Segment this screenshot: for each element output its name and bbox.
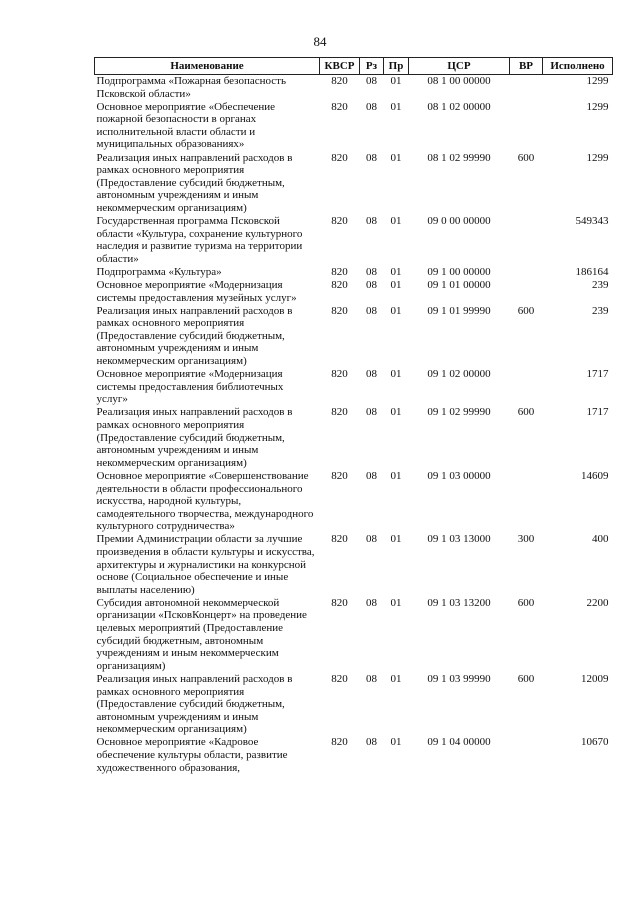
- cell-name: Основное мероприятие «Модернизация системы предоставления музейных услуг»: [96, 279, 297, 304]
- cell-pr: 01: [390, 736, 402, 749]
- cell-rz: 08: [366, 469, 377, 482]
- header-vr: ВР: [510, 58, 543, 75]
- table-row: [95, 305, 613, 368]
- table-row: [95, 470, 613, 533]
- cell-vr: [510, 736, 543, 774]
- cell-vr: [510, 368, 543, 406]
- cell-csr: 09 1 03 00000: [427, 469, 491, 482]
- header-rz: Рз: [360, 58, 384, 75]
- cell-csr: 08 1 02 99990: [427, 151, 491, 164]
- cell-pr: 01: [390, 469, 402, 482]
- cell-name: Подпрограмма «Культура»: [96, 265, 222, 278]
- cell-name: Реализация иных направлений расходов в рамках основного мероприятия (Предоставление субсидий бюджетным, автономным учреждениям и иным некоммерческим организациям): [96, 406, 293, 469]
- cell-pr: 01: [390, 533, 402, 546]
- cell-kvsr: 820: [331, 265, 348, 278]
- cell-rz: 08: [366, 736, 377, 749]
- header-amount: Исполнено: [543, 58, 613, 75]
- cell-kvsr: 820: [331, 215, 348, 228]
- cell-amount: 1299: [586, 100, 609, 113]
- cell-pr: 01: [390, 596, 402, 609]
- cell-pr: 01: [390, 100, 402, 113]
- cell-amount: 239: [592, 279, 609, 291]
- cell-vr: [510, 279, 543, 305]
- cell-amount: 2200: [586, 596, 609, 609]
- cell-vr: [510, 75, 543, 101]
- cell-kvsr: 820: [331, 151, 348, 164]
- table-row: [95, 368, 613, 406]
- cell-pr: 01: [390, 368, 402, 381]
- cell-name: Государственная программа Псковской области «Культура, сохранение культурного наследия и развитие туризма на территории области»: [96, 215, 303, 265]
- table-row: [95, 673, 613, 736]
- cell-kvsr: 820: [331, 100, 348, 113]
- cell-vr: [510, 101, 543, 152]
- cell-rz: 08: [366, 279, 377, 291]
- cell-csr: 09 1 01 00000: [427, 279, 491, 291]
- cell-pr: 01: [390, 265, 402, 278]
- cell-name: Реализация иных направлений расходов в рамках основного мероприятия (Предоставление субсидий бюджетным, автономным учреждениям и иным некоммерческим организациям): [96, 151, 293, 214]
- cell-vr: 600: [517, 406, 535, 419]
- cell-kvsr: 820: [331, 736, 348, 749]
- cell-rz: 08: [366, 75, 377, 87]
- cell-rz: 08: [366, 151, 377, 164]
- cell-kvsr: 820: [331, 304, 348, 317]
- cell-rz: 08: [366, 596, 377, 609]
- cell-rz: 08: [366, 304, 377, 317]
- cell-name: Реализация иных направлений расходов в рамках основного мероприятия (Предоставление субсидий бюджетным, автономным учреждениям и иным некоммерческим организациям): [96, 304, 293, 368]
- cell-amount: 1299: [586, 75, 609, 87]
- cell-amount: 1299: [586, 151, 609, 164]
- cell-amount: 1717: [586, 368, 609, 381]
- cell-amount: 400: [592, 533, 609, 546]
- cell-vr: 600: [517, 596, 535, 609]
- cell-csr: 09 1 00 00000: [427, 265, 491, 278]
- cell-vr: [510, 266, 543, 279]
- cell-amount: 1717: [586, 406, 609, 419]
- table-row: [95, 597, 613, 673]
- cell-kvsr: 820: [331, 75, 348, 87]
- cell-kvsr: 820: [331, 596, 348, 609]
- cell-amount: 12009: [581, 672, 609, 685]
- budget-table-container: [94, 57, 612, 775]
- table-row: [95, 266, 613, 279]
- cell-amount: 186164: [575, 265, 609, 278]
- cell-csr: 09 1 02 00000: [427, 368, 491, 381]
- cell-vr: 300: [517, 533, 535, 546]
- cell-rz: 08: [366, 265, 377, 278]
- header-name: Наименование: [95, 58, 320, 75]
- cell-name: Субсидия автономной некоммерческой организации «ПсковКонцерт» на проведение целевых мероприятий (Предоставление субсидий бюджетным, автономным учреждениям и иным некоммерческим организациям): [96, 596, 307, 672]
- cell-kvsr: 820: [331, 368, 348, 381]
- table-row: [95, 75, 613, 101]
- cell-kvsr: 820: [331, 406, 348, 419]
- cell-pr: 01: [390, 279, 402, 291]
- table-row: [95, 279, 613, 305]
- cell-csr: 09 1 03 13000: [427, 533, 491, 546]
- table-row: [95, 101, 613, 152]
- budget-table: [94, 57, 613, 775]
- cell-pr: 01: [390, 75, 402, 87]
- cell-name: Основное мероприятие «Модернизация системы предоставления библиотечных услуг»: [96, 368, 284, 406]
- table-header: [95, 58, 613, 75]
- cell-csr: 08 1 00 00000: [427, 75, 491, 87]
- page-number: 84: [313, 34, 327, 49]
- cell-rz: 08: [366, 406, 377, 419]
- cell-name: Реализация иных направлений расходов в рамках основного мероприятия (Предоставление субсидий бюджетным, автономным учреждениям и иным некоммерческим организациям): [96, 672, 293, 736]
- cell-vr: 600: [517, 151, 535, 164]
- cell-name: Основное мероприятие «Совершенствование деятельности в области профессионального искусства, народной культуры, самодеятельного творчества, международного культурного сотрудничества»: [96, 469, 314, 533]
- cell-kvsr: 820: [331, 279, 348, 291]
- cell-name: Основное мероприятие «Кадровое обеспечение культуры области, развитие художественного образования,: [96, 736, 288, 774]
- cell-pr: 01: [390, 215, 402, 228]
- table-row: [95, 215, 613, 266]
- cell-csr: 09 1 04 00000: [427, 736, 491, 749]
- cell-kvsr: 820: [331, 469, 348, 482]
- cell-csr: 09 1 02 99990: [427, 406, 491, 419]
- cell-csr: 09 1 03 99990: [427, 672, 491, 685]
- cell-rz: 08: [366, 368, 377, 381]
- cell-amount: 14609: [581, 469, 609, 482]
- header-row: [95, 58, 613, 75]
- cell-csr: 09 0 00 00000: [427, 215, 491, 228]
- cell-kvsr: 820: [331, 672, 348, 685]
- cell-name: Подпрограмма «Пожарная безопасность Псковской области»: [96, 75, 286, 100]
- cell-rz: 08: [366, 100, 377, 113]
- cell-vr: 600: [517, 672, 535, 685]
- cell-pr: 01: [390, 406, 402, 419]
- header-pr: Пр: [384, 58, 409, 75]
- cell-pr: 01: [390, 672, 402, 685]
- cell-csr: 09 1 03 13200: [427, 596, 491, 609]
- table-row: [95, 152, 613, 215]
- cell-name: Премии Администрации области за лучшие произведения в области культуры и искусства, архитектуры и журналистики на конкурсной основе (Социальное обеспечение и иные выплаты населению): [96, 533, 315, 596]
- cell-pr: 01: [390, 304, 402, 317]
- table-row: [95, 736, 613, 774]
- cell-csr: 09 1 01 99990: [427, 304, 491, 317]
- cell-vr: 600: [517, 304, 535, 317]
- header-kvsr: КВСР: [320, 58, 360, 75]
- cell-rz: 08: [366, 672, 377, 685]
- table-body: [95, 75, 613, 775]
- cell-amount: 549343: [575, 215, 609, 228]
- cell-vr: [510, 215, 543, 266]
- cell-kvsr: 820: [331, 533, 348, 546]
- cell-rz: 08: [366, 533, 377, 546]
- cell-rz: 08: [366, 215, 377, 228]
- cell-csr: 08 1 02 00000: [427, 100, 491, 113]
- cell-vr: [510, 470, 543, 533]
- table-row: [95, 533, 613, 596]
- cell-name: Основное мероприятие «Обеспечение пожарной безопасности в органах исполнительной власти области и муниципальных образованиях»: [96, 100, 276, 151]
- header-csr: ЦСР: [409, 58, 510, 75]
- cell-amount: 10670: [581, 736, 609, 749]
- cell-amount: 239: [592, 304, 609, 317]
- table-row: [95, 406, 613, 469]
- cell-pr: 01: [390, 151, 402, 164]
